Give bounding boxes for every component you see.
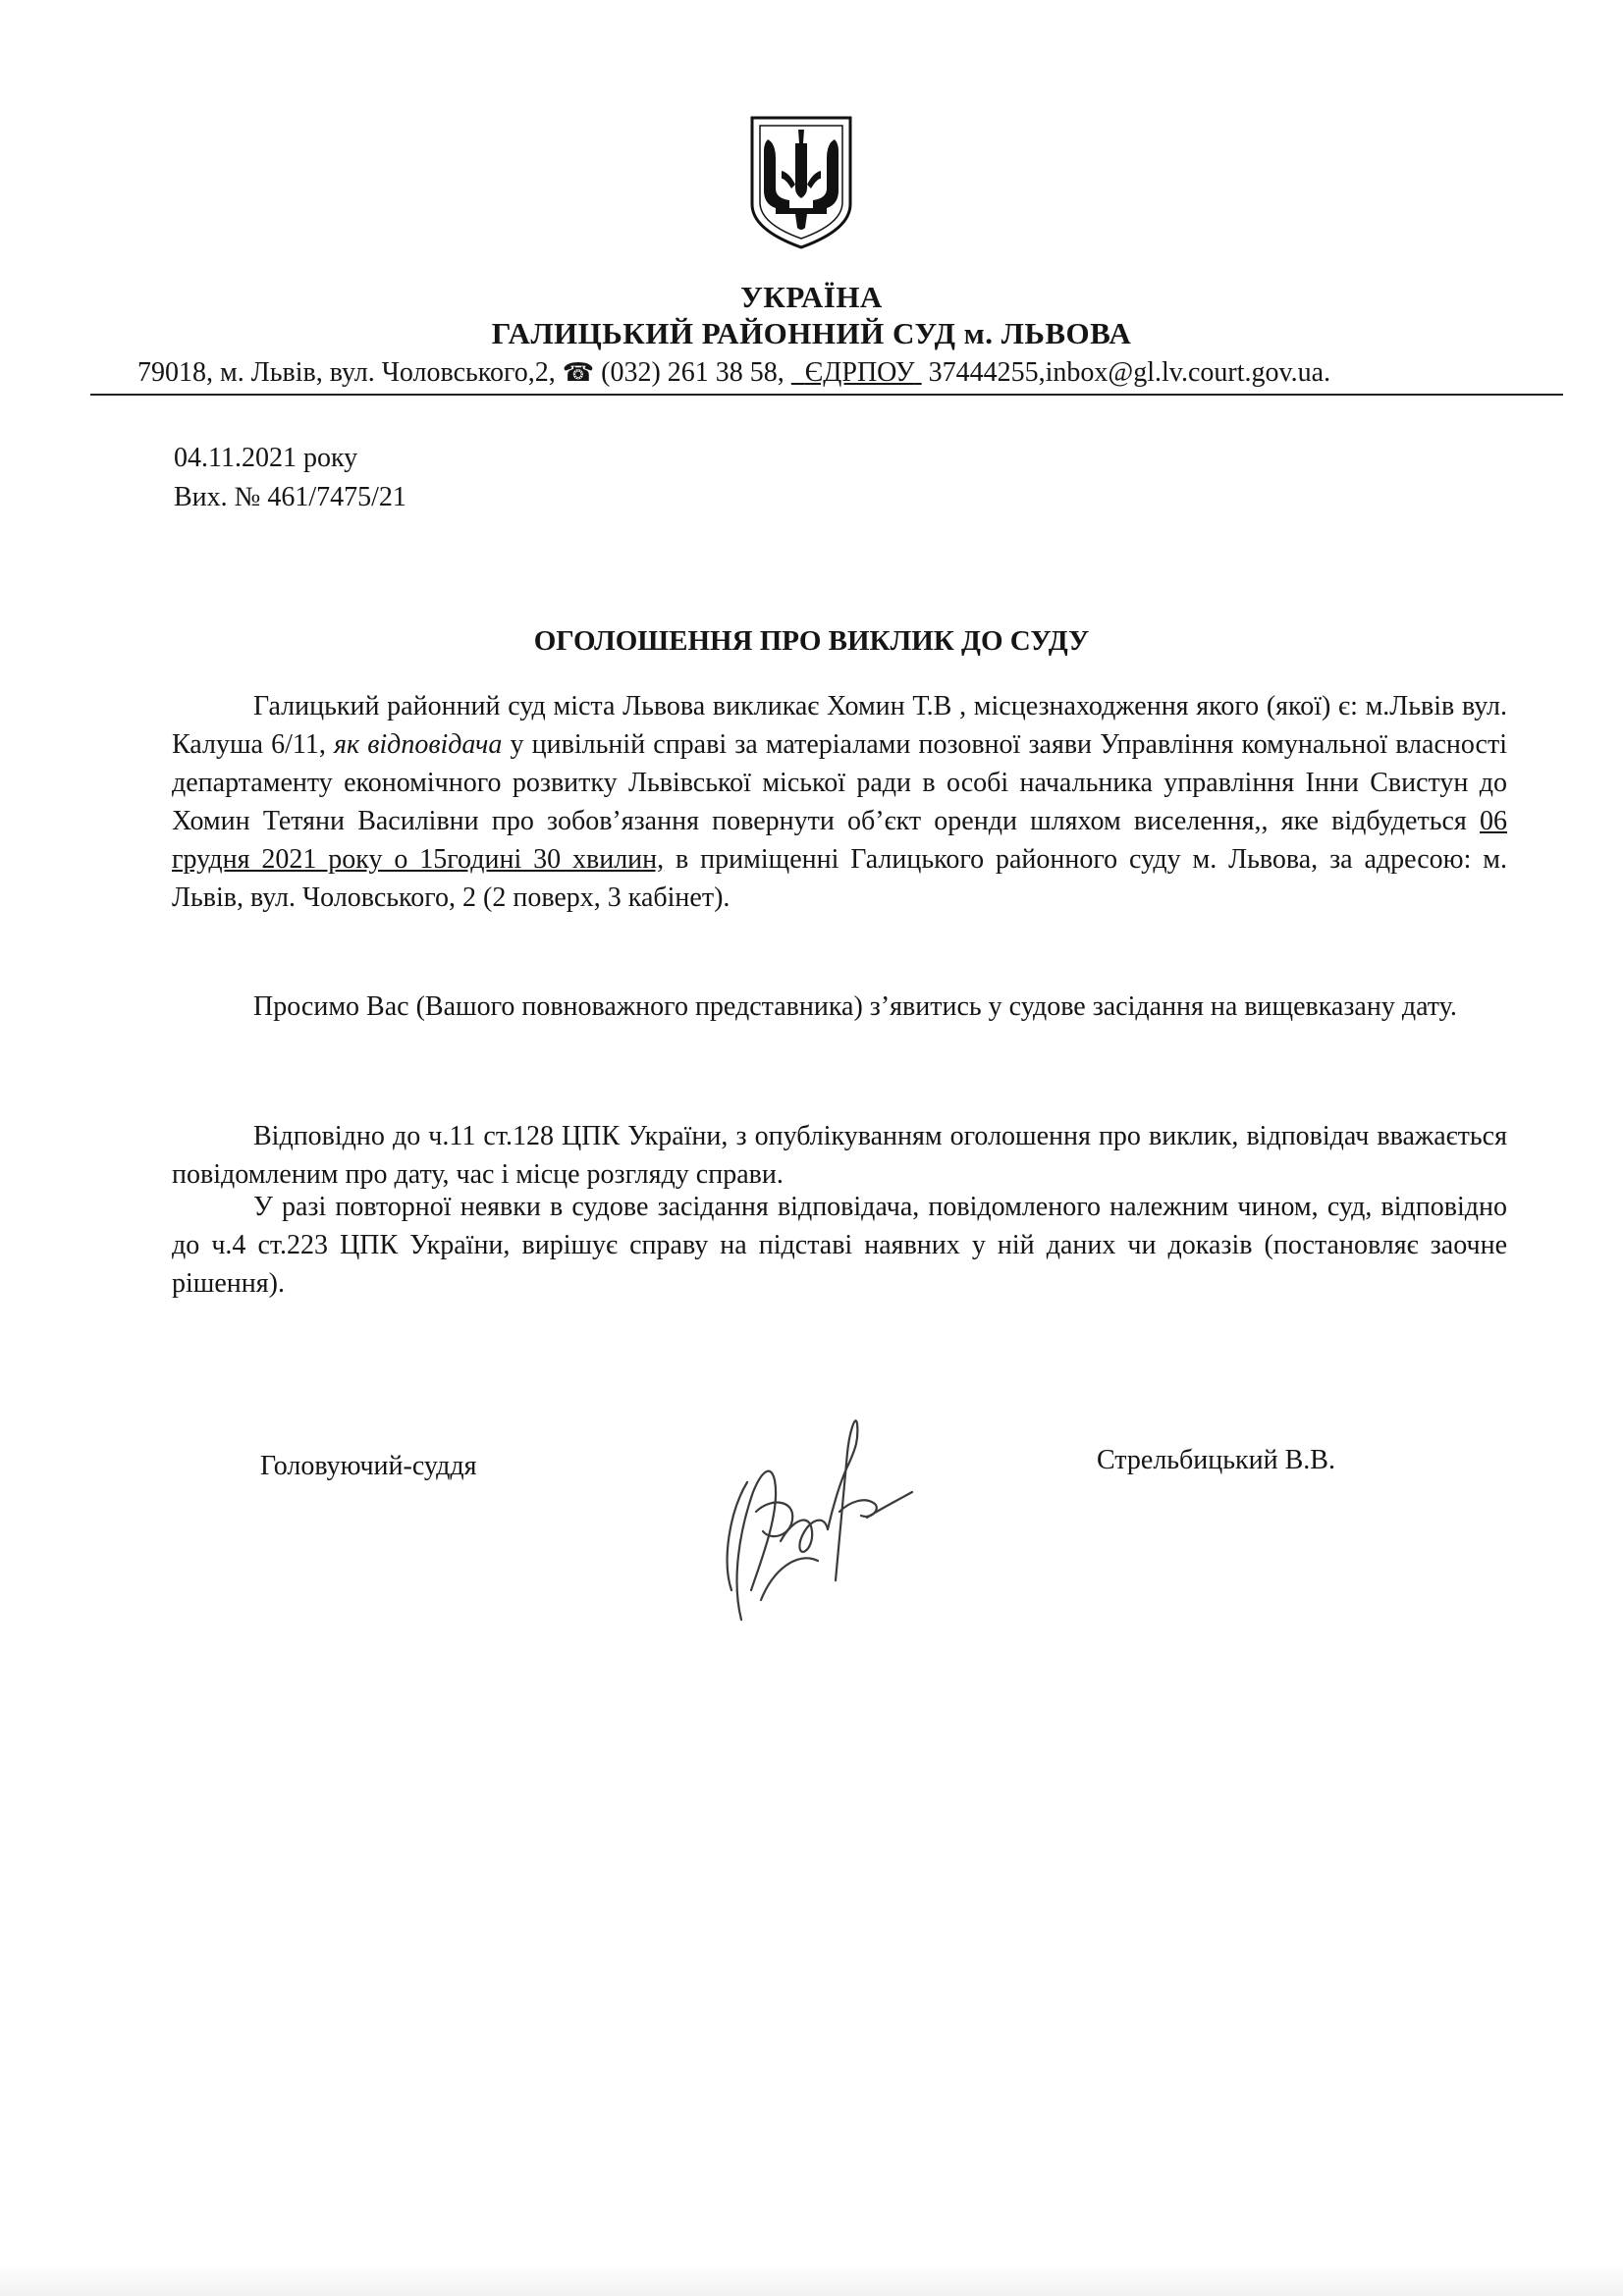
country-heading: УКРАЇНА <box>740 280 883 314</box>
judge-role: Головуючий-суддя <box>260 1451 477 1481</box>
court-phone: (032) 261 38 58, <box>601 357 784 388</box>
notification-paragraph: Відповідно до ч.11 ст.128 ЦПК України, з опублікуванням оголошення про виклик, відповідач вважається повідомленим про дату, час і місце розгляду справи. <box>172 1121 1507 1190</box>
defendant-role: як відповідача <box>333 729 503 760</box>
trident-coat-of-arms-icon <box>746 114 856 251</box>
document-date: 04.11.2021 року <box>174 443 358 473</box>
appearance-request-paragraph: Просимо Вас (Вашого повноважного представника) з’явитись у судове засідання на вищевказану дату. <box>253 991 1457 1022</box>
header-divider <box>90 394 1563 396</box>
court-address: 79018, м. Львів, вул. Чоловського,2, <box>137 357 556 388</box>
document-title: ОГОЛОШЕННЯ ПРО ВИКЛИК ДО СУДУ <box>533 625 1090 657</box>
edrpou-and-email: 37444255,inbox@gl.lv.court.gov.ua. <box>928 357 1331 388</box>
judge-name: Стрельбицький В.В. <box>1097 1445 1335 1475</box>
outgoing-number: Вих. № 461/7475/21 <box>174 482 406 512</box>
summons-paragraph: Галицький районний суд міста Львова викликає Хомин Т.В , місцезнаходження якого (якої) є: м.Львів вул. Калуша 6/11, як відповідача у цивільній справі за матеріалами позовної заяви Управління комунальної власності департаменту економічного розвитку Львівської міської ради в особі начальника управління Інни Свистун до Хомин Тетяни Василівни про зобов’язання повернути об’єкт оренди шляхом виселення,, яке відбудеться 06 грудня 2021 року о 15годині 30 хвилин, в приміщенні Галицького районного суду м. Львова, за адресою: м. Львів, вул. Чоловського, 2 (2 поверх, 3 кабінет). <box>172 691 1508 913</box>
non-appearance-paragraph: У разі повторної неявки в судове засідання відповідача, повідомленого належним чином, суд, відповідно до ч.4 ст.223 ЦПК України, вирішує справу на підставі наявних у ній даних чи доказів (постановляє заочне рішення). <box>172 1192 1507 1299</box>
edrpou-label: ЄДРПОУ <box>804 357 915 388</box>
scan-bottom-edge <box>0 2263 1623 2296</box>
telephone-icon: ☎ <box>562 358 595 387</box>
court-contact-line <box>137 357 1330 389</box>
court-name-heading: ГАЛИЦЬКИЙ РАЙОННИЙ СУД м. ЛЬВОВА <box>491 316 1132 350</box>
hearing-datetime: 06 грудня 2021 року о 15годині 30 хвилин, <box>172 806 1507 875</box>
handwritten-signature-icon <box>702 1394 928 1629</box>
